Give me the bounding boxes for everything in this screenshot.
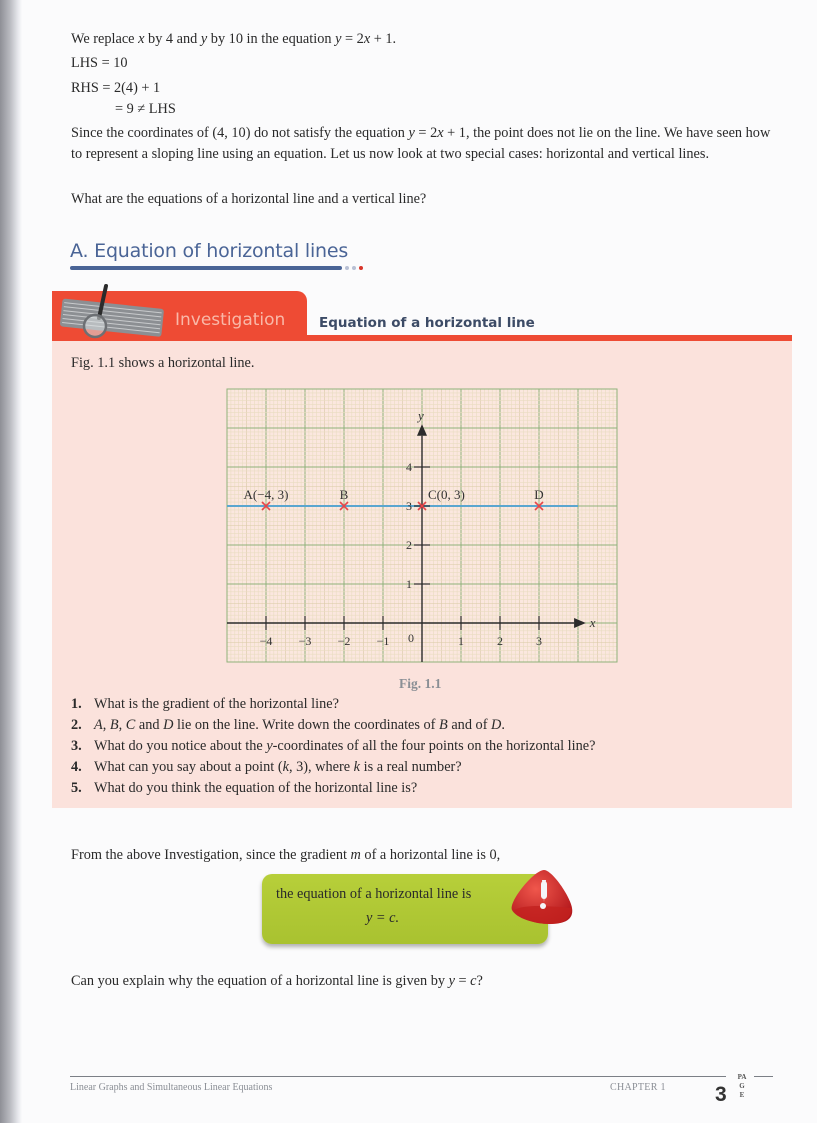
- text: .: [501, 717, 505, 733]
- dot: [345, 266, 349, 270]
- text: and of: [447, 717, 492, 733]
- var-m: m: [350, 847, 361, 863]
- x-tick-label: −2: [337, 634, 351, 648]
- text: What do you think the equation of the horizontal line is?: [94, 780, 418, 796]
- math-variable: B: [109, 717, 119, 733]
- question-number: 3.: [71, 738, 82, 754]
- text: of a horizontal line is 0,: [360, 847, 501, 863]
- var-c: c: [470, 973, 477, 989]
- question-number: 4.: [71, 759, 82, 775]
- question-number: 1.: [71, 696, 82, 712]
- x-tick-label: 2: [497, 634, 503, 648]
- text: and: [135, 717, 164, 733]
- text: What do you notice about the: [94, 738, 267, 754]
- text: What is the gradient of the horizontal line?: [94, 696, 339, 712]
- var-x: x: [138, 31, 145, 47]
- intro-question: What are the equations of a horizontal line and a vertical line?: [71, 191, 427, 207]
- math-variable: D: [491, 717, 502, 733]
- investigation-label: Investigation: [175, 310, 286, 330]
- x-tick-label: −1: [376, 634, 390, 648]
- question-number: 2.: [71, 717, 82, 733]
- conclusion-lead: [71, 845, 500, 866]
- footer-chapter: CHAPTER 1: [610, 1082, 666, 1093]
- x-tick-label: −3: [298, 634, 312, 648]
- text: From the above Investigation, since the gradient: [71, 847, 351, 863]
- text: + 1, the point does not lie on the line. We have seen how to represent a sloping line using an equation. Let us now look at two special cases: horizontal and vertical lines.: [71, 125, 771, 162]
- intro-line-1: [71, 29, 396, 50]
- text: -coordinates of all the four points on the horizontal line?: [272, 738, 596, 754]
- question-item: [71, 694, 595, 715]
- papers-magnifier-icon: [55, 282, 175, 340]
- var-x: x: [363, 31, 371, 47]
- var-x: x: [437, 125, 444, 141]
- page-word: PAGE: [737, 1073, 747, 1099]
- text: Can you explain why the equation of a horizontal line is given by: [71, 973, 449, 989]
- figure-caption: Fig. 1.1: [399, 676, 442, 691]
- text: We replace: [71, 31, 139, 47]
- var-y: y: [200, 31, 208, 47]
- question-item: [71, 715, 595, 736]
- callout-equation: y = c.: [366, 910, 400, 926]
- math-variable: k: [353, 759, 361, 775]
- dot: [352, 266, 356, 270]
- book-binding-shadow: [0, 0, 22, 1123]
- rhs-line: RHS = 2(4) + 1: [71, 80, 161, 96]
- investigation-questions: [71, 694, 595, 799]
- text: = 2: [341, 31, 364, 47]
- question-text: [94, 694, 339, 715]
- y-tick-label: 4: [406, 460, 412, 474]
- math-variable: A: [94, 717, 103, 733]
- x-tick-label: 1: [458, 634, 464, 648]
- intro-paragraph: [71, 123, 771, 165]
- text: ,: [102, 717, 110, 733]
- underline-dots: [345, 266, 363, 270]
- point-label-a: A(−4, 3): [243, 487, 289, 502]
- var-y: y: [448, 973, 455, 989]
- rhs-result-line: = 9 ≠ LHS: [115, 101, 176, 117]
- point-label-d: D: [534, 487, 544, 502]
- math-variable: k: [282, 759, 289, 775]
- dot: [359, 266, 363, 270]
- question-text: [94, 736, 595, 757]
- lhs-line: LHS = 10: [71, 55, 128, 71]
- y-tick-label: 2: [406, 538, 412, 552]
- question-number: 5.: [71, 780, 82, 796]
- point-label-b: B: [339, 487, 349, 502]
- text: What can you say about a point (: [94, 759, 283, 775]
- investigation-intro: Fig. 1.1 shows a horizontal line.: [71, 355, 255, 371]
- point-label-c: C(0, 3): [428, 487, 465, 502]
- question-text: [94, 778, 417, 799]
- page-number: 3: [715, 1083, 727, 1106]
- question-item: [71, 778, 595, 799]
- section-underline: [70, 266, 342, 270]
- footer-book-title: Linear Graphs and Simultaneous Linear Equations: [70, 1082, 273, 1093]
- text: ?: [476, 973, 483, 989]
- y-tick-label: 3: [406, 499, 412, 513]
- question-text: [94, 757, 462, 778]
- text: by 10 in the equation: [207, 31, 336, 47]
- section-title: A. Equation of horizontal lines: [70, 240, 349, 262]
- callout-text: the equation of a horizontal line is: [276, 886, 472, 902]
- math-variable: D: [163, 717, 174, 733]
- text: + 1.: [370, 31, 397, 47]
- question-item: [71, 757, 595, 778]
- y-axis-label: y: [418, 408, 424, 424]
- var-y: y: [335, 31, 342, 47]
- math-variable: C: [125, 717, 136, 733]
- exclamation-warning-icon: [506, 866, 576, 928]
- text: Since the coordinates of (4, 10) do not satisfy the equation: [71, 125, 409, 141]
- y-tick-label: 1: [406, 577, 412, 591]
- text: , 3), where: [288, 759, 354, 775]
- question-item: [71, 736, 595, 757]
- x-tick-label: −4: [259, 634, 273, 648]
- conclusion-question: [71, 971, 483, 992]
- math-variable: y: [266, 738, 273, 754]
- text: by 4 and: [144, 31, 201, 47]
- math-variable: B: [439, 717, 448, 733]
- text: lie on the line. Write down the coordinates of: [173, 717, 440, 733]
- footer-rule-right: [754, 1076, 773, 1077]
- var-y: y: [408, 125, 415, 141]
- text: =: [454, 973, 471, 989]
- x-tick-label: 3: [536, 634, 542, 648]
- fig-1-1-graph: [220, 380, 630, 675]
- text: is a real number?: [360, 759, 462, 775]
- question-text: [94, 715, 505, 736]
- text: = 2: [414, 125, 438, 141]
- investigation-subtitle: Equation of a horizontal line: [319, 315, 535, 331]
- text: ,: [118, 717, 126, 733]
- footer-rule: [70, 1076, 726, 1077]
- x-axis-label: x: [589, 615, 596, 630]
- origin-label: 0: [408, 631, 414, 645]
